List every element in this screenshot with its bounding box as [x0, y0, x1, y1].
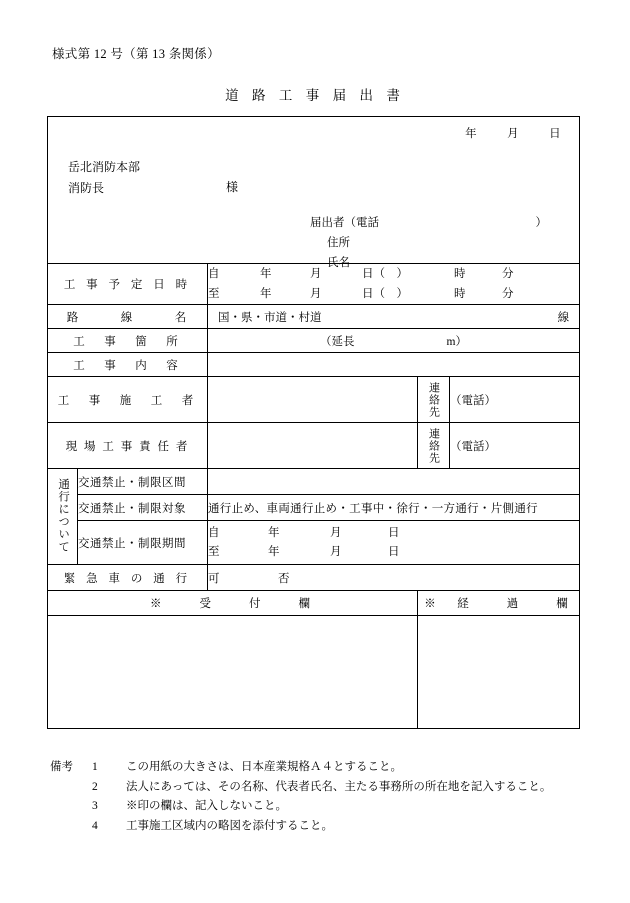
office-use-body-row — [48, 616, 580, 729]
notes-spacer-2 — [50, 797, 92, 817]
emergency-value[interactable] — [208, 565, 580, 591]
note-1-num: 2 — [92, 780, 98, 793]
date-year: 年 — [465, 128, 478, 140]
content-value[interactable] — [208, 353, 580, 377]
route-value-cell — [208, 305, 580, 329]
schedule-from-month: 月 — [310, 268, 322, 280]
date-month: 月 — [507, 128, 520, 140]
contractor-contact-label-cell — [418, 377, 450, 423]
schedule-to-day: 日（ ） — [362, 288, 408, 300]
schedule-label: 工 事 予 定 日 時 — [48, 264, 208, 305]
location-row — [48, 329, 580, 353]
contractor-tel-label: （電話） — [450, 394, 496, 407]
reception-box[interactable] — [48, 616, 418, 729]
traffic-item-1-value[interactable]: 通行止め、車両通行止め・工事中・徐行・一方通行・片側通行 — [208, 495, 580, 521]
schedule-to-hour: 時 — [454, 288, 466, 300]
road-construction-notification-form — [47, 116, 580, 729]
route-value: 国・県・市道・村道 — [218, 311, 322, 324]
traffic-target-row — [48, 495, 580, 521]
period-from-prefix: 自 — [208, 526, 220, 539]
date-day: 日 — [549, 128, 562, 140]
supervisor-tel-cell[interactable] — [450, 423, 580, 469]
traffic-period-to — [208, 543, 579, 562]
location-label: 工 事 箇 所 — [48, 329, 208, 353]
schedule-to-year: 年 — [260, 288, 272, 300]
date-line — [465, 125, 565, 141]
supervisor-label: 現 場 工 事 責 任 者 — [48, 423, 208, 469]
period-to-day: 日 — [388, 545, 400, 558]
period-to-month: 月 — [330, 545, 342, 558]
note-3-num: 4 — [92, 819, 98, 832]
traffic-section-row — [48, 469, 580, 495]
notes-spacer-1 — [50, 778, 92, 798]
addressee-org — [68, 157, 140, 199]
notes-row-3 — [50, 817, 551, 837]
notes-row-2 — [50, 797, 551, 817]
traffic-section-label: 通行について — [57, 477, 70, 553]
supervisor-contact-label-cell — [418, 423, 450, 469]
note-2-text: ※印の欄は、記入しないこと。 — [126, 800, 287, 812]
submitter-row — [310, 213, 547, 233]
schedule-to-prefix: 至 — [208, 288, 220, 300]
form-number: 様式第 12 号（第 13 条関係） — [52, 47, 220, 61]
notes-label: 備考 — [50, 761, 73, 773]
emergency-yes[interactable]: 可 — [208, 572, 220, 585]
period-to-prefix: 至 — [208, 545, 220, 558]
contractor-contact-label: 連絡先 — [427, 381, 440, 418]
contractor-label: 工 事 施 工 者 — [48, 377, 208, 423]
route-suffix: 線 — [557, 311, 570, 324]
traffic-item-1-label: 交通禁止・制限対象 — [78, 495, 208, 521]
traffic-period-row — [48, 521, 580, 565]
schedule-from-year: 年 — [260, 268, 272, 280]
document-title: 道 路 工 事 届 出 書 — [225, 88, 405, 103]
note-2-num: 3 — [92, 800, 98, 812]
notes-spacer-3 — [50, 817, 92, 837]
contractor-tel-cell[interactable] — [450, 377, 580, 423]
submitter-paren-close: ） — [535, 217, 547, 229]
traffic-period-value[interactable] — [208, 521, 580, 565]
schedule-to-month: 月 — [310, 288, 322, 300]
period-from-month: 月 — [330, 526, 342, 539]
contractor-value[interactable] — [208, 377, 418, 423]
schedule-from-prefix: 自 — [208, 268, 220, 280]
traffic-item-0-label: 交通禁止・制限区間 — [78, 469, 208, 495]
period-from-day: 日 — [388, 526, 400, 539]
name-label: 氏名 — [327, 257, 350, 269]
route-row — [48, 305, 580, 329]
content-label: 工 事 内 容 — [48, 353, 208, 377]
note-3-text: 工事施工区域内の略図を添付すること。 — [126, 819, 333, 832]
progress-box[interactable] — [418, 616, 580, 729]
contractor-row — [48, 377, 580, 423]
traffic-item-2-label: 交通禁止・制限期間 — [78, 521, 208, 565]
schedule-to-minute: 分 — [502, 288, 514, 300]
schedule-from-minute: 分 — [502, 268, 514, 280]
supervisor-tel-label: （電話） — [450, 440, 496, 453]
submitter-block — [310, 213, 547, 273]
schedule-from-day: 日（ ） — [362, 268, 408, 280]
period-from-year: 年 — [268, 526, 280, 539]
route-label: 路 線 名 — [48, 305, 208, 329]
addressee-honorific: 様 — [226, 180, 239, 194]
notes-row-0 — [50, 758, 551, 778]
period-to-year: 年 — [268, 545, 280, 558]
content-row — [48, 353, 580, 377]
header-block-row — [48, 117, 580, 264]
address-label: 住所 — [327, 237, 350, 249]
notes-row-1 — [50, 778, 551, 798]
addressee-org-line2: 消防長 — [68, 181, 105, 195]
traffic-period-from — [208, 524, 579, 543]
supervisor-contact-label: 連絡先 — [427, 427, 440, 464]
traffic-section-label-cell — [48, 469, 78, 565]
supervisor-value[interactable] — [208, 423, 418, 469]
reception-label: ※ 受 付 欄 — [48, 591, 418, 616]
office-use-header-row — [48, 591, 580, 616]
location-value: （延長 m） — [208, 329, 580, 353]
header-block — [48, 117, 580, 269]
supervisor-row — [48, 423, 580, 469]
submitter-label: 届出者（電話 — [310, 217, 379, 229]
notes-block — [50, 758, 551, 836]
emergency-label: 緊 急 車 の 通 行 — [48, 565, 208, 591]
emergency-no[interactable]: 否 — [278, 572, 290, 585]
schedule-from-hour: 時 — [454, 268, 466, 280]
traffic-item-0-value[interactable] — [208, 469, 580, 495]
note-1-text: 法人にあっては、その名称、代表者氏名、主たる事務所の所在地を記入すること。 — [126, 780, 552, 793]
note-0-num: 1 — [92, 761, 98, 773]
schedule-to — [208, 284, 579, 304]
addressee-org-line1: 岳北消防本部 — [68, 160, 141, 174]
progress-label: ※ 経 過 欄 — [418, 591, 580, 616]
emergency-row — [48, 565, 580, 591]
note-0-text: この用紙の大きさは、日本産業規格Ａ４とすること。 — [126, 761, 402, 773]
